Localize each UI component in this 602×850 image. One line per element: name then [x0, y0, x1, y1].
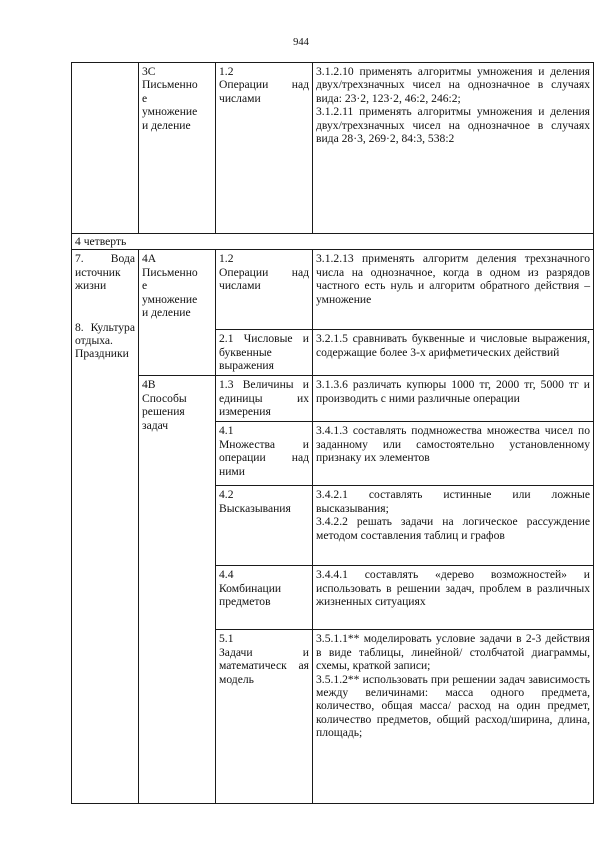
topic-title: Высказывания	[219, 501, 291, 515]
topic-title: 2.1 Числовые и буквенные выражения	[219, 332, 309, 373]
objective: 3.4.1.3 составлять подмножества множества чисел по заданному или самостоятельно установленному признаку их элементов	[316, 424, 590, 465]
topic-title: Множества и операции над ними	[219, 437, 309, 478]
section-cell	[139, 63, 216, 234]
objective: 3.1.2.11 применять алгоритмы умножения и деления двух/трехзначных чисел на однозначное в случаях вида 28·3, 269·2, 84:3, 538:2	[316, 105, 590, 146]
section-title: Письменно е умножение и деление	[142, 265, 198, 320]
topic-cell	[216, 486, 313, 566]
topic-code: 1.3	[219, 378, 234, 392]
topic-cell	[216, 630, 313, 804]
quarter-row	[72, 234, 594, 250]
section-title: Письменно е умножение и деление	[142, 78, 198, 132]
topic-code: 4.4	[219, 568, 234, 582]
topic-code: 2.1	[219, 332, 234, 346]
topic-title: 1.3 Величины и единицы их измерения	[219, 378, 309, 419]
objectives-cell	[313, 630, 594, 804]
topic-cell	[216, 376, 313, 422]
objective: 3.4.2.2 решать задачи на логическое рассуждение методом составления таблиц и графов	[316, 515, 590, 542]
objectives-cell	[313, 376, 594, 422]
objectives-cell	[313, 566, 594, 630]
topic-title: Задачи и математическ ая модель	[219, 645, 309, 686]
objective: 3.4.2.1 составлять истинные или ложные высказывания;	[316, 488, 590, 515]
objective: 3.4.4.1 составлять «дерево возможностей» и использовать в решении задач, проблем в различных жизненных ситуациях	[316, 568, 590, 609]
topic-code: 1.2	[219, 65, 234, 78]
theme-cell-empty	[72, 63, 139, 234]
topic-cell	[216, 566, 313, 630]
objective: 3.5.1.1** моделировать условие задачи в 2-3 действия в виде таблицы, линейной/ столбчатой диаграммы, схемы, краткой записи;	[316, 632, 590, 673]
topic-code: 4.2	[219, 488, 234, 502]
curriculum-table	[71, 62, 594, 804]
theme-item: 7. Вода источник жизни	[75, 252, 135, 293]
table-row	[72, 376, 594, 422]
section-cell	[139, 250, 216, 376]
section-code: 4B	[142, 378, 156, 392]
objectives-cell	[313, 63, 594, 234]
topic-code: 1.2	[219, 252, 234, 266]
page-number: 944	[293, 37, 309, 48]
theme-cell	[72, 250, 139, 804]
objectives-cell	[313, 422, 594, 486]
topic-title: Комбинации предметов	[219, 581, 282, 609]
table-row	[72, 63, 594, 234]
topic-cell	[216, 330, 313, 376]
topic-cell	[216, 422, 313, 486]
section-cell	[139, 376, 216, 804]
topic-code: 4.1	[219, 424, 234, 438]
topic-title: Операции над числами	[219, 78, 309, 105]
section-title: Способы решения задач	[142, 391, 187, 432]
quarter-label: 4 четверть	[72, 234, 594, 250]
topic-code: 5.1	[219, 632, 234, 646]
objectives-cell	[313, 250, 594, 330]
objective: 3.5.1.2** использовать при решении задач зависимость между величинами: масса одного предмета, количество, общая масса/ расход на один предмет, количество предметов, общий расход/ширина, длина, площадь;	[316, 672, 590, 740]
objective: 3.1.2.10 применять алгоритмы умножения и деления двух/трехзначных чисел на однозначное в случаях вида: 23·2, 123·2, 46:2, 246:2;	[316, 65, 590, 105]
objective: 3.2.1.5 сравнивать буквенные и числовые выражения, содержащие более 3-х арифметических действий	[316, 332, 590, 359]
topic-cell	[216, 250, 313, 330]
theme-item: 8. Культура отдыха. Праздники	[75, 320, 135, 361]
objective: 3.1.2.13 применять алгоритм деления трехзначного числа на однозначное, когда в одном из разрядов частного есть нуль и алгоритм обратного действия – умножение	[316, 252, 590, 306]
objectives-cell	[313, 486, 594, 566]
table-row	[72, 250, 594, 330]
section-code: 4A	[142, 252, 157, 266]
objectives-cell	[313, 330, 594, 376]
objective: 3.1.3.6 различать купюры 1000 тг, 2000 тг, 5000 тг и производить с ними различные операции	[316, 378, 590, 405]
section-code: 3C	[142, 65, 156, 78]
topic-title: Операции над числами	[219, 265, 309, 293]
topic-cell	[216, 63, 313, 234]
